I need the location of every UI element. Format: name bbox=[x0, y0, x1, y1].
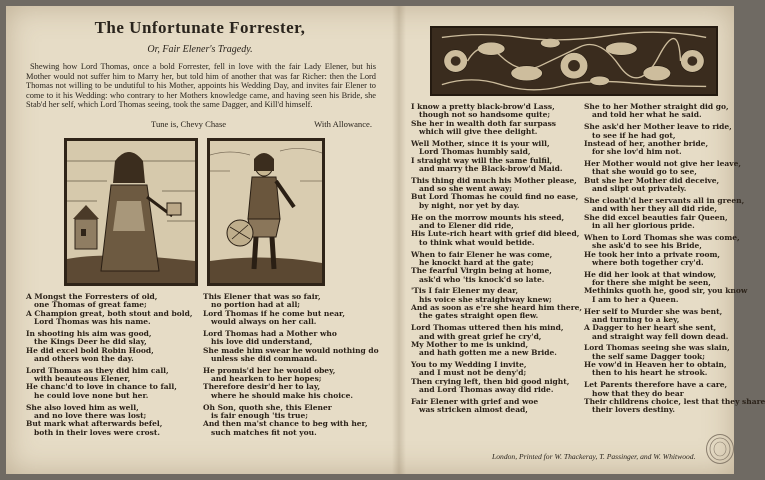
verse-line: would always on her call. bbox=[211, 317, 317, 327]
verse-line: You to my Wedding I invite, bbox=[411, 360, 527, 370]
verse-line: But mark what afterwards befel, bbox=[26, 419, 163, 429]
verse-line: was stricken almost dead, bbox=[419, 405, 528, 415]
verse-line: A Champion great, both stout and bold, bbox=[26, 308, 193, 318]
verse-line: that she would go to see, bbox=[592, 167, 697, 177]
broadside-sheet bbox=[6, 6, 765, 474]
verse-line: with beauteous Elener, bbox=[34, 374, 131, 384]
verse-line: He vow'd in Heaven her to obtain, bbox=[584, 360, 727, 370]
verse-line: And as soon as e're she heard him there, bbox=[411, 303, 583, 313]
verse-line: and to Elener did ride, bbox=[419, 220, 514, 230]
verse-line: such matches fit not you. bbox=[211, 427, 317, 437]
verse-line: Her self to Murder she was bent, bbox=[584, 306, 723, 316]
verse-line: Lord Thomas had a Mother who bbox=[203, 328, 337, 338]
verse-line: Therefore desir'd her to lay, bbox=[203, 382, 321, 392]
verse-line: their lovers destiny. bbox=[592, 405, 675, 415]
verse-line: his voice she straightway knew; bbox=[419, 294, 552, 304]
verse-line: Lord Thomas humbly said, bbox=[419, 147, 531, 157]
verse-line: the self same Dagger took; bbox=[592, 351, 706, 361]
verse-line: I straight way will the same fulfil, bbox=[411, 155, 553, 165]
verse-line: and I must not be deny'd; bbox=[419, 368, 527, 378]
verse-line: Lord Thomas as they did him call, bbox=[26, 365, 169, 375]
verse-line: she ask'd to see his Bride, bbox=[592, 241, 702, 251]
verse-line: My Mother to me is unkind, bbox=[411, 339, 529, 349]
library-stamp bbox=[706, 434, 734, 464]
verse-line: Her Mother would not give her leave, bbox=[584, 159, 741, 169]
verse-line: and Lord Thomas away did ride. bbox=[419, 385, 554, 395]
verse-line: Instead of her, another bride, bbox=[584, 138, 709, 148]
verse-line: 'Tis I fair Elener my dear, bbox=[411, 286, 519, 296]
ballad-subtitle: Or, Fair Elener's Tragedy. bbox=[147, 44, 253, 55]
verse-line: where he should make his choice. bbox=[211, 390, 354, 400]
verse-line: Let Parents therefore have a care, bbox=[584, 380, 728, 390]
verse-line: and hath gotten me a new Bride. bbox=[419, 348, 557, 358]
verse-line: no portion had at all; bbox=[211, 300, 301, 310]
tune-note: Tune is, Chevy Chase bbox=[151, 119, 227, 129]
verse-line: But Lord Thomas he could find no ease, bbox=[411, 192, 579, 202]
verse-line: both in their loves were crost. bbox=[34, 427, 160, 437]
verse-column-right-2 bbox=[584, 103, 765, 415]
verse-line: I am to her a Queen. bbox=[592, 294, 679, 304]
verse-line: ask'd who 'tis knock'd so late. bbox=[419, 274, 545, 284]
verse-line: Well Mother, since it is your will, bbox=[411, 138, 550, 148]
verse-line: the Kings Deer he did slay, bbox=[34, 337, 147, 347]
verse-line: then to his heart he strook. bbox=[592, 368, 708, 378]
verse-line: And then ma'st chance to beg with her, bbox=[203, 419, 368, 429]
verse-line: He promis'd her he would obey, bbox=[203, 365, 336, 375]
verse-line: and no love there was lost; bbox=[34, 410, 147, 420]
woodcut-gentleman-illustration bbox=[207, 138, 325, 286]
verse-line: to see if he had got, bbox=[592, 130, 676, 140]
ballad-title: The Unfortunate Forrester, bbox=[94, 18, 306, 37]
verse-line: his love did understand, bbox=[211, 337, 313, 347]
verse-line: and with her they all did ride, bbox=[592, 204, 717, 214]
verse-line: where both together cry'd. bbox=[592, 257, 704, 267]
verse-line: He did her look at that window, bbox=[584, 269, 717, 279]
verse-line: one Thomas of great fame; bbox=[34, 300, 147, 310]
verse-line: and slipt out privately. bbox=[592, 184, 687, 194]
verse-line: unless she did command. bbox=[211, 353, 318, 363]
page-fold bbox=[392, 6, 406, 474]
verse-line: and with great grief he cry'd, bbox=[419, 331, 542, 341]
verse-line: Lord Thomas seeing she was slain, bbox=[584, 343, 730, 353]
verse-line: His Lute-rich heart with grief did bleed, bbox=[411, 229, 580, 239]
verse-line: He on the morrow mounts his steed, bbox=[411, 212, 565, 222]
verse-line: is fair enough 'tis true; bbox=[211, 410, 309, 420]
verse-line: She also loved him as well, bbox=[26, 402, 139, 412]
verse-line: He chanc'd to love in chance to fall, bbox=[26, 382, 177, 392]
verse-line: The fearful Virgin being at home, bbox=[411, 266, 552, 276]
verse-line: in all her glorious pride. bbox=[592, 220, 695, 230]
decorative-headpiece bbox=[430, 26, 718, 96]
verse-line: and told her what he said. bbox=[592, 110, 702, 120]
verse-line: Oh Son, quoth she, this Elener bbox=[203, 402, 332, 412]
verse-line: A Mongst the Forresters of old, bbox=[26, 292, 158, 301]
verse-line: Methinks quoth he, good sir, you know bbox=[584, 286, 748, 296]
verse-line: She ask'd her Mother leave to ride, bbox=[584, 122, 732, 132]
verse-line: She did excel beauties fair Queen, bbox=[584, 212, 728, 222]
verse-line: he could love none but her. bbox=[34, 390, 149, 400]
verse-line: the gates straight open flew. bbox=[419, 311, 539, 321]
verse-line: She made him swear he would nothing do bbox=[203, 345, 379, 355]
verse-line: In shooting his aim was good, bbox=[26, 328, 152, 338]
verse-line: by night, nor yet by day. bbox=[419, 200, 520, 210]
verse-line: for she lov'd him not. bbox=[592, 147, 682, 157]
verse-line: though not so handsome quite; bbox=[419, 110, 551, 120]
verse-line: I know a pretty black-brow'd Lass, bbox=[411, 102, 555, 111]
allowance-note: With Allowance. bbox=[314, 119, 372, 129]
verse-line: She cloath'd her servants all in green, bbox=[584, 195, 745, 205]
verse-line: When to Lord Thomas she was come, bbox=[584, 232, 740, 242]
verse-line: He took her into a private room, bbox=[584, 249, 720, 259]
ballad-summary: Shewing how Lord Thomas, once a bold Forrester, fell in love with the fair Lady Elener, but his Mother would not suffer him to Marry her, but told him of another that was far Richer: then the Lord Thomas not willing to be undutiful to his Mother, appoints his Wedding Day, and invites fair Elener to come to it his Wedding: who contrary to her Mothers knowledge came, and having seen his Bride, she Stab'd her self, which Lord Thomas seeing, took the same Dagger, and Kill'd himself. bbox=[26, 62, 376, 110]
woodcut-lady-illustration bbox=[64, 138, 198, 286]
verse-column-left-2 bbox=[203, 293, 379, 437]
verse-line: which will give thee delight. bbox=[419, 127, 538, 137]
verse-column-right-1 bbox=[411, 103, 582, 415]
verse-line: Fair Elener with grief and woe bbox=[411, 397, 539, 406]
verse-line: and hearken to her hopes; bbox=[211, 374, 322, 384]
left-page bbox=[6, 6, 394, 474]
verse-line: for there she might be seen, bbox=[592, 278, 711, 288]
verse-line: how that they do bear bbox=[592, 388, 684, 398]
verse-line: This Elener that was so fair, bbox=[203, 292, 321, 301]
verse-line: and so she went away; bbox=[419, 184, 513, 194]
verse-line: A Dagger to her heart she sent, bbox=[584, 323, 717, 333]
verse-line: He did excel bold Robin Hood, bbox=[26, 345, 154, 355]
verse-line: But she her Mother did deceive, bbox=[584, 175, 720, 185]
verse-line: and straight way fell down dead. bbox=[592, 331, 729, 341]
verse-line: and marry the Black-brow'd Maid. bbox=[419, 163, 563, 173]
verse-line: Their childrens choice, lest that they share bbox=[584, 397, 765, 406]
verse-line: he knockt hard at the gate; bbox=[419, 257, 534, 267]
verse-line: Lord Thomas uttered then his mind, bbox=[411, 323, 564, 333]
verse-line: Lord Thomas if he come but near, bbox=[203, 308, 346, 318]
verse-line: She her in wealth doth far surpass bbox=[411, 118, 557, 128]
verse-line: She to her Mother straight did go, bbox=[584, 102, 729, 111]
printer-imprint: London, Printed for W. Thackeray, T. Passinger, and W. Whitwood. bbox=[492, 452, 696, 461]
verse-line: and others won the day. bbox=[34, 353, 134, 363]
verse-line: and turning to a key, bbox=[592, 314, 680, 324]
verse-line: Then crying left, then bid good night, bbox=[411, 376, 570, 386]
verse-line: Lord Thomas was his name. bbox=[34, 317, 151, 327]
verse-line: This thing did much his Mother please, bbox=[411, 175, 577, 185]
verse-line: When to fair Elener he was come, bbox=[411, 249, 553, 259]
verse-column-left-1 bbox=[26, 293, 192, 437]
verse-line: to think what would betide. bbox=[419, 237, 535, 247]
